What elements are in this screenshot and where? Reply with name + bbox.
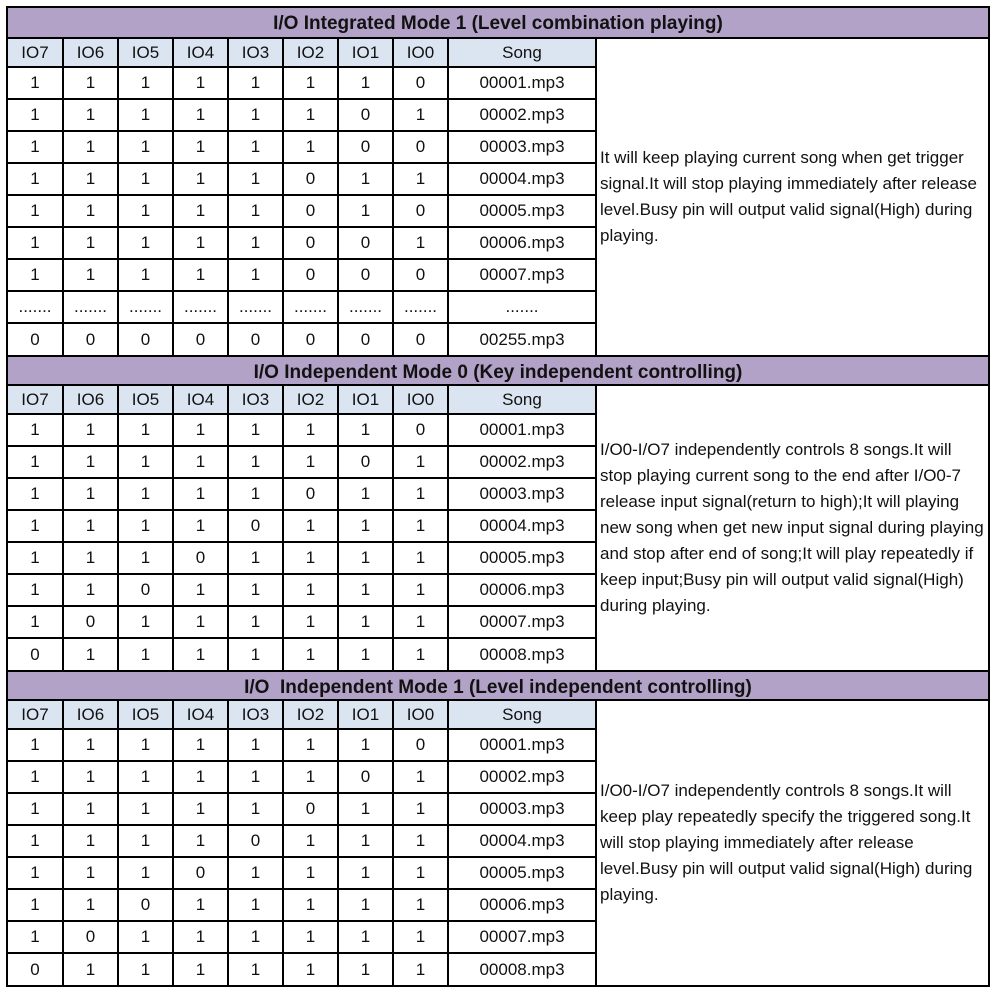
song-cell: 00002.mp3 xyxy=(448,761,596,793)
table-row xyxy=(8,953,596,985)
song-cell: 00004.mp3 xyxy=(448,163,596,195)
bit-cell: 1 xyxy=(8,857,63,889)
bit-cell: 1 xyxy=(338,478,393,510)
bit-cell: 1 xyxy=(393,857,448,889)
bit-cell: 0 xyxy=(173,857,228,889)
bit-cell: 1 xyxy=(118,729,173,761)
bit-cell: 1 xyxy=(173,131,228,163)
bit-cell: 1 xyxy=(63,729,118,761)
song-cell: 00006.mp3 xyxy=(448,889,596,921)
bit-cell: 1 xyxy=(118,825,173,857)
bit-cell: 1 xyxy=(173,953,228,985)
bit-cell: 1 xyxy=(338,953,393,985)
bit-cell: 1 xyxy=(228,131,283,163)
bit-cell: 1 xyxy=(228,67,283,99)
bit-cell: 1 xyxy=(118,195,173,227)
bit-cell: 1 xyxy=(173,163,228,195)
bit-cell: 1 xyxy=(283,131,338,163)
bit-cell: 1 xyxy=(393,99,448,131)
section-title: I/O Independent Mode 0 (Key independent controlling) xyxy=(8,355,988,386)
bit-cell: 1 xyxy=(338,889,393,921)
bit-cell: 1 xyxy=(8,195,63,227)
bit-cell: ....... xyxy=(63,291,118,323)
bit-cell: 1 xyxy=(8,67,63,99)
bit-cell: 1 xyxy=(228,478,283,510)
song-cell: 00001.mp3 xyxy=(448,729,596,761)
bit-cell: 1 xyxy=(393,761,448,793)
bit-cell: 0 xyxy=(393,323,448,355)
bit-cell: 1 xyxy=(8,259,63,291)
song-cell: 00001.mp3 xyxy=(448,67,596,99)
song-cell: 00003.mp3 xyxy=(448,793,596,825)
bit-cell: 1 xyxy=(393,163,448,195)
table-row xyxy=(8,857,596,889)
song-cell: 00008.mp3 xyxy=(448,638,596,670)
column-header-io2: IO2 xyxy=(283,39,338,67)
bit-cell: 1 xyxy=(283,729,338,761)
table-row xyxy=(8,291,596,323)
table-row xyxy=(8,227,596,259)
bit-cell: 0 xyxy=(118,889,173,921)
bit-cell: 1 xyxy=(228,99,283,131)
bit-cell: 1 xyxy=(8,542,63,574)
bit-cell: 1 xyxy=(228,414,283,446)
column-header-io1: IO1 xyxy=(338,701,393,729)
table-row xyxy=(8,638,596,670)
bit-cell: 0 xyxy=(393,729,448,761)
bit-cell: 1 xyxy=(338,606,393,638)
bit-cell: 1 xyxy=(228,574,283,606)
bit-cell: 0 xyxy=(8,323,63,355)
bit-cell: 1 xyxy=(393,638,448,670)
mode-description-text: I/O0-I/O7 independently controls 8 songs.It will keep play repeatedly specify the triggered song.It will stop playing immediately after release level.Busy pin will output valid signal(High) during playing. xyxy=(600,781,973,904)
bit-cell: 1 xyxy=(338,195,393,227)
bit-cell: 1 xyxy=(228,542,283,574)
column-header-io4: IO4 xyxy=(173,701,228,729)
bit-cell: 1 xyxy=(173,227,228,259)
table-row xyxy=(8,131,596,163)
mode-description-text: I/O0-I/O7 independently controls 8 songs.It will stop playing current song to the end after I/O0-7 release input signal(return to high);It will playing new song when get new input signal during playing and stop after end of song;It will play repeatedly if keep input;Busy pin will output valid signal(High) during playing. xyxy=(600,440,984,615)
bit-cell: ....... xyxy=(173,291,228,323)
bit-cell: 0 xyxy=(228,825,283,857)
bit-cell: 1 xyxy=(338,638,393,670)
mode-description-cell xyxy=(597,39,988,355)
bit-cell: 1 xyxy=(63,195,118,227)
bit-cell: 1 xyxy=(118,761,173,793)
bit-cell: 0 xyxy=(393,131,448,163)
table-row xyxy=(8,921,596,953)
column-header-io5: IO5 xyxy=(118,701,173,729)
column-header-io2: IO2 xyxy=(283,701,338,729)
bit-cell: 1 xyxy=(8,606,63,638)
bit-cell: 1 xyxy=(63,99,118,131)
bit-cell: 1 xyxy=(338,574,393,606)
song-cell: 00007.mp3 xyxy=(448,606,596,638)
bit-cell: 1 xyxy=(173,510,228,542)
section-integrated-mode-1 xyxy=(6,6,990,355)
bit-cell: 1 xyxy=(283,953,338,985)
song-cell: ....... xyxy=(448,291,596,323)
column-header-song: Song xyxy=(448,701,596,729)
bit-cell: 1 xyxy=(118,414,173,446)
bit-cell: 1 xyxy=(283,542,338,574)
bit-cell: 1 xyxy=(393,446,448,478)
bit-cell: 0 xyxy=(338,227,393,259)
song-cell: 00002.mp3 xyxy=(448,99,596,131)
bit-cell: 0 xyxy=(8,953,63,985)
table-row xyxy=(8,259,596,291)
bit-cell: 1 xyxy=(228,729,283,761)
table-row xyxy=(8,99,596,131)
bit-cell: 1 xyxy=(338,414,393,446)
song-cell: 00005.mp3 xyxy=(448,195,596,227)
bit-cell: 1 xyxy=(173,259,228,291)
song-cell: 00004.mp3 xyxy=(448,825,596,857)
bit-cell: 1 xyxy=(118,953,173,985)
song-cell: 00008.mp3 xyxy=(448,953,596,985)
column-header-io6: IO6 xyxy=(63,701,118,729)
bit-cell: 0 xyxy=(283,195,338,227)
section-body xyxy=(8,386,988,670)
bit-cell: ....... xyxy=(228,291,283,323)
mode-description-cell xyxy=(597,701,988,985)
bit-cell: 1 xyxy=(338,163,393,195)
bit-cell: 1 xyxy=(228,446,283,478)
bit-cell: 0 xyxy=(118,323,173,355)
table-row xyxy=(8,574,596,606)
bit-cell: 1 xyxy=(338,825,393,857)
column-header-io4: IO4 xyxy=(173,39,228,67)
section-independent-mode-1 xyxy=(6,670,990,987)
bit-cell: 1 xyxy=(338,510,393,542)
bit-cell: 1 xyxy=(283,99,338,131)
column-header-io0: IO0 xyxy=(393,39,448,67)
column-header-io7: IO7 xyxy=(8,701,63,729)
bit-cell: 1 xyxy=(63,446,118,478)
column-header-io4: IO4 xyxy=(173,386,228,414)
bit-cell: 1 xyxy=(228,761,283,793)
bit-cell: 1 xyxy=(8,825,63,857)
section-body xyxy=(8,39,988,355)
bit-cell: 0 xyxy=(338,99,393,131)
io-combination-table xyxy=(8,701,597,985)
column-header-io3: IO3 xyxy=(228,701,283,729)
bit-cell: 0 xyxy=(338,131,393,163)
song-cell: 00005.mp3 xyxy=(448,857,596,889)
bit-cell: 1 xyxy=(63,889,118,921)
bit-cell: 1 xyxy=(173,889,228,921)
bit-cell: 1 xyxy=(173,99,228,131)
table-row xyxy=(8,793,596,825)
bit-cell: 1 xyxy=(63,638,118,670)
table-row xyxy=(8,825,596,857)
column-header-row xyxy=(8,386,596,414)
bit-cell: 1 xyxy=(228,606,283,638)
bit-cell: 1 xyxy=(173,478,228,510)
bit-cell: 1 xyxy=(8,574,63,606)
mode-description-cell xyxy=(597,386,988,670)
bit-cell: 0 xyxy=(283,163,338,195)
bit-cell: 1 xyxy=(63,574,118,606)
bit-cell: 1 xyxy=(118,857,173,889)
bit-cell: 1 xyxy=(228,195,283,227)
bit-cell: 0 xyxy=(338,761,393,793)
song-cell: 00001.mp3 xyxy=(448,414,596,446)
bit-cell: 0 xyxy=(63,921,118,953)
bit-cell: 1 xyxy=(118,638,173,670)
bit-cell: 1 xyxy=(8,761,63,793)
bit-cell: 1 xyxy=(118,163,173,195)
bit-cell: 1 xyxy=(63,857,118,889)
bit-cell: 0 xyxy=(283,227,338,259)
bit-cell: ....... xyxy=(338,291,393,323)
section-title: I/O Independent Mode 1 (Level independent controlling) xyxy=(8,670,988,701)
song-cell: 00002.mp3 xyxy=(448,446,596,478)
bit-cell: 0 xyxy=(393,414,448,446)
bit-cell: 1 xyxy=(63,131,118,163)
bit-cell: 1 xyxy=(173,825,228,857)
column-header-io1: IO1 xyxy=(338,386,393,414)
bit-cell: 1 xyxy=(8,478,63,510)
song-cell: 00005.mp3 xyxy=(448,542,596,574)
bit-cell: 1 xyxy=(228,889,283,921)
bit-cell: 1 xyxy=(63,761,118,793)
bit-cell: 1 xyxy=(173,729,228,761)
bit-cell: 1 xyxy=(338,67,393,99)
bit-cell: 1 xyxy=(8,163,63,195)
bit-cell: 1 xyxy=(393,510,448,542)
bit-cell: 0 xyxy=(228,510,283,542)
bit-cell: 1 xyxy=(63,793,118,825)
bit-cell: 1 xyxy=(173,414,228,446)
bit-cell: 1 xyxy=(283,921,338,953)
bit-cell: 1 xyxy=(228,953,283,985)
bit-cell: 1 xyxy=(8,99,63,131)
bit-cell: 0 xyxy=(393,259,448,291)
bit-cell: 1 xyxy=(63,542,118,574)
bit-cell: 1 xyxy=(8,510,63,542)
bit-cell: 1 xyxy=(8,729,63,761)
bit-cell: ....... xyxy=(8,291,63,323)
song-cell: 00003.mp3 xyxy=(448,131,596,163)
bit-cell: 1 xyxy=(228,921,283,953)
bit-cell: 1 xyxy=(228,259,283,291)
bit-cell: 1 xyxy=(393,825,448,857)
column-header-song: Song xyxy=(448,386,596,414)
bit-cell: 1 xyxy=(173,446,228,478)
bit-cell: 1 xyxy=(283,638,338,670)
bit-cell: 1 xyxy=(63,414,118,446)
bit-cell: 0 xyxy=(173,542,228,574)
bit-cell: 1 xyxy=(283,510,338,542)
bit-cell: 1 xyxy=(338,542,393,574)
bit-cell: 0 xyxy=(338,259,393,291)
bit-cell: 1 xyxy=(63,227,118,259)
column-header-io2: IO2 xyxy=(283,386,338,414)
bit-cell: 1 xyxy=(118,227,173,259)
table-row xyxy=(8,542,596,574)
bit-cell: 1 xyxy=(173,67,228,99)
bit-cell: 1 xyxy=(63,163,118,195)
bit-cell: 1 xyxy=(228,163,283,195)
song-cell: 00007.mp3 xyxy=(448,921,596,953)
bit-cell: 1 xyxy=(173,574,228,606)
bit-cell: 1 xyxy=(228,227,283,259)
bit-cell: 1 xyxy=(393,478,448,510)
table-row xyxy=(8,323,596,355)
bit-cell: 1 xyxy=(118,99,173,131)
bit-cell: 1 xyxy=(173,195,228,227)
bit-cell: 1 xyxy=(283,889,338,921)
column-header-io5: IO5 xyxy=(118,39,173,67)
bit-cell: 1 xyxy=(283,606,338,638)
column-header-io3: IO3 xyxy=(228,39,283,67)
bit-cell: 1 xyxy=(118,793,173,825)
io-mode-tables-document xyxy=(6,6,990,987)
bit-cell: 1 xyxy=(118,606,173,638)
column-header-io0: IO0 xyxy=(393,386,448,414)
column-header-row xyxy=(8,701,596,729)
bit-cell: 1 xyxy=(283,825,338,857)
bit-cell: 1 xyxy=(283,574,338,606)
bit-cell: 0 xyxy=(283,478,338,510)
column-header-io1: IO1 xyxy=(338,39,393,67)
column-header-io6: IO6 xyxy=(63,386,118,414)
bit-cell: 0 xyxy=(283,259,338,291)
song-cell: 00255.mp3 xyxy=(448,323,596,355)
bit-cell: 0 xyxy=(63,323,118,355)
bit-cell: 0 xyxy=(173,323,228,355)
bit-cell: 1 xyxy=(173,921,228,953)
song-cell: 00003.mp3 xyxy=(448,478,596,510)
table-row xyxy=(8,446,596,478)
column-header-io3: IO3 xyxy=(228,386,283,414)
bit-cell: 1 xyxy=(63,67,118,99)
table-row xyxy=(8,761,596,793)
bit-cell: 1 xyxy=(393,889,448,921)
bit-cell: 1 xyxy=(283,414,338,446)
bit-cell: 1 xyxy=(338,857,393,889)
bit-cell: 1 xyxy=(173,606,228,638)
bit-cell: 0 xyxy=(393,195,448,227)
table-row xyxy=(8,510,596,542)
song-cell: 00006.mp3 xyxy=(448,574,596,606)
bit-cell: ....... xyxy=(393,291,448,323)
column-header-song: Song xyxy=(448,39,596,67)
bit-cell: 1 xyxy=(393,227,448,259)
bit-cell: 1 xyxy=(393,953,448,985)
column-header-row xyxy=(8,39,596,67)
bit-cell: 1 xyxy=(283,446,338,478)
bit-cell: 1 xyxy=(8,793,63,825)
bit-cell: 1 xyxy=(8,921,63,953)
table-row xyxy=(8,478,596,510)
column-header-io5: IO5 xyxy=(118,386,173,414)
table-row xyxy=(8,195,596,227)
bit-cell: 1 xyxy=(118,921,173,953)
bit-cell: 0 xyxy=(283,323,338,355)
bit-cell: 1 xyxy=(8,889,63,921)
table-row xyxy=(8,729,596,761)
bit-cell: 1 xyxy=(393,606,448,638)
bit-cell: 1 xyxy=(118,446,173,478)
bit-cell: 0 xyxy=(283,793,338,825)
bit-cell: 1 xyxy=(338,793,393,825)
bit-cell: 0 xyxy=(118,574,173,606)
bit-cell: 1 xyxy=(228,857,283,889)
bit-cell: 1 xyxy=(118,131,173,163)
bit-cell: 1 xyxy=(118,542,173,574)
column-header-io0: IO0 xyxy=(393,701,448,729)
bit-cell: 1 xyxy=(118,478,173,510)
table-row xyxy=(8,67,596,99)
bit-cell: 1 xyxy=(63,953,118,985)
bit-cell: 1 xyxy=(63,510,118,542)
song-cell: 00007.mp3 xyxy=(448,259,596,291)
column-header-io7: IO7 xyxy=(8,386,63,414)
bit-cell: 0 xyxy=(338,446,393,478)
bit-cell: 1 xyxy=(118,259,173,291)
bit-cell: 1 xyxy=(173,638,228,670)
bit-cell: 1 xyxy=(8,131,63,163)
bit-cell: 1 xyxy=(393,574,448,606)
bit-cell: 1 xyxy=(283,67,338,99)
bit-cell: 1 xyxy=(63,478,118,510)
bit-cell: 1 xyxy=(8,446,63,478)
bit-cell: 1 xyxy=(338,729,393,761)
bit-cell: 0 xyxy=(228,323,283,355)
bit-cell: ....... xyxy=(283,291,338,323)
bit-cell: 1 xyxy=(63,825,118,857)
bit-cell: 1 xyxy=(8,227,63,259)
table-row xyxy=(8,163,596,195)
bit-cell: 1 xyxy=(118,67,173,99)
section-body xyxy=(8,701,988,985)
bit-cell: 1 xyxy=(393,542,448,574)
bit-cell: 1 xyxy=(393,921,448,953)
table-row xyxy=(8,414,596,446)
section-title: I/O Integrated Mode 1 (Level combination playing) xyxy=(8,8,988,39)
bit-cell: 1 xyxy=(228,638,283,670)
song-cell: 00004.mp3 xyxy=(448,510,596,542)
bit-cell: 1 xyxy=(63,259,118,291)
mode-description-text: It will keep playing current song when get trigger signal.It will stop playing immediately after release level.Busy pin will output valid signal(High) during playing. xyxy=(600,148,978,245)
bit-cell: 1 xyxy=(173,761,228,793)
bit-cell: 0 xyxy=(393,67,448,99)
bit-cell: ....... xyxy=(118,291,173,323)
table-row xyxy=(8,606,596,638)
bit-cell: 1 xyxy=(283,761,338,793)
table-row xyxy=(8,889,596,921)
bit-cell: 1 xyxy=(283,857,338,889)
bit-cell: 1 xyxy=(393,793,448,825)
section-independent-mode-0 xyxy=(6,355,990,670)
bit-cell: 1 xyxy=(118,510,173,542)
song-cell: 00006.mp3 xyxy=(448,227,596,259)
bit-cell: 1 xyxy=(173,793,228,825)
bit-cell: 1 xyxy=(228,793,283,825)
bit-cell: 0 xyxy=(338,323,393,355)
column-header-io6: IO6 xyxy=(63,39,118,67)
io-combination-table xyxy=(8,39,597,355)
bit-cell: 1 xyxy=(338,921,393,953)
bit-cell: 0 xyxy=(8,638,63,670)
io-combination-table xyxy=(8,386,597,670)
bit-cell: 0 xyxy=(63,606,118,638)
bit-cell: 1 xyxy=(8,414,63,446)
column-header-io7: IO7 xyxy=(8,39,63,67)
